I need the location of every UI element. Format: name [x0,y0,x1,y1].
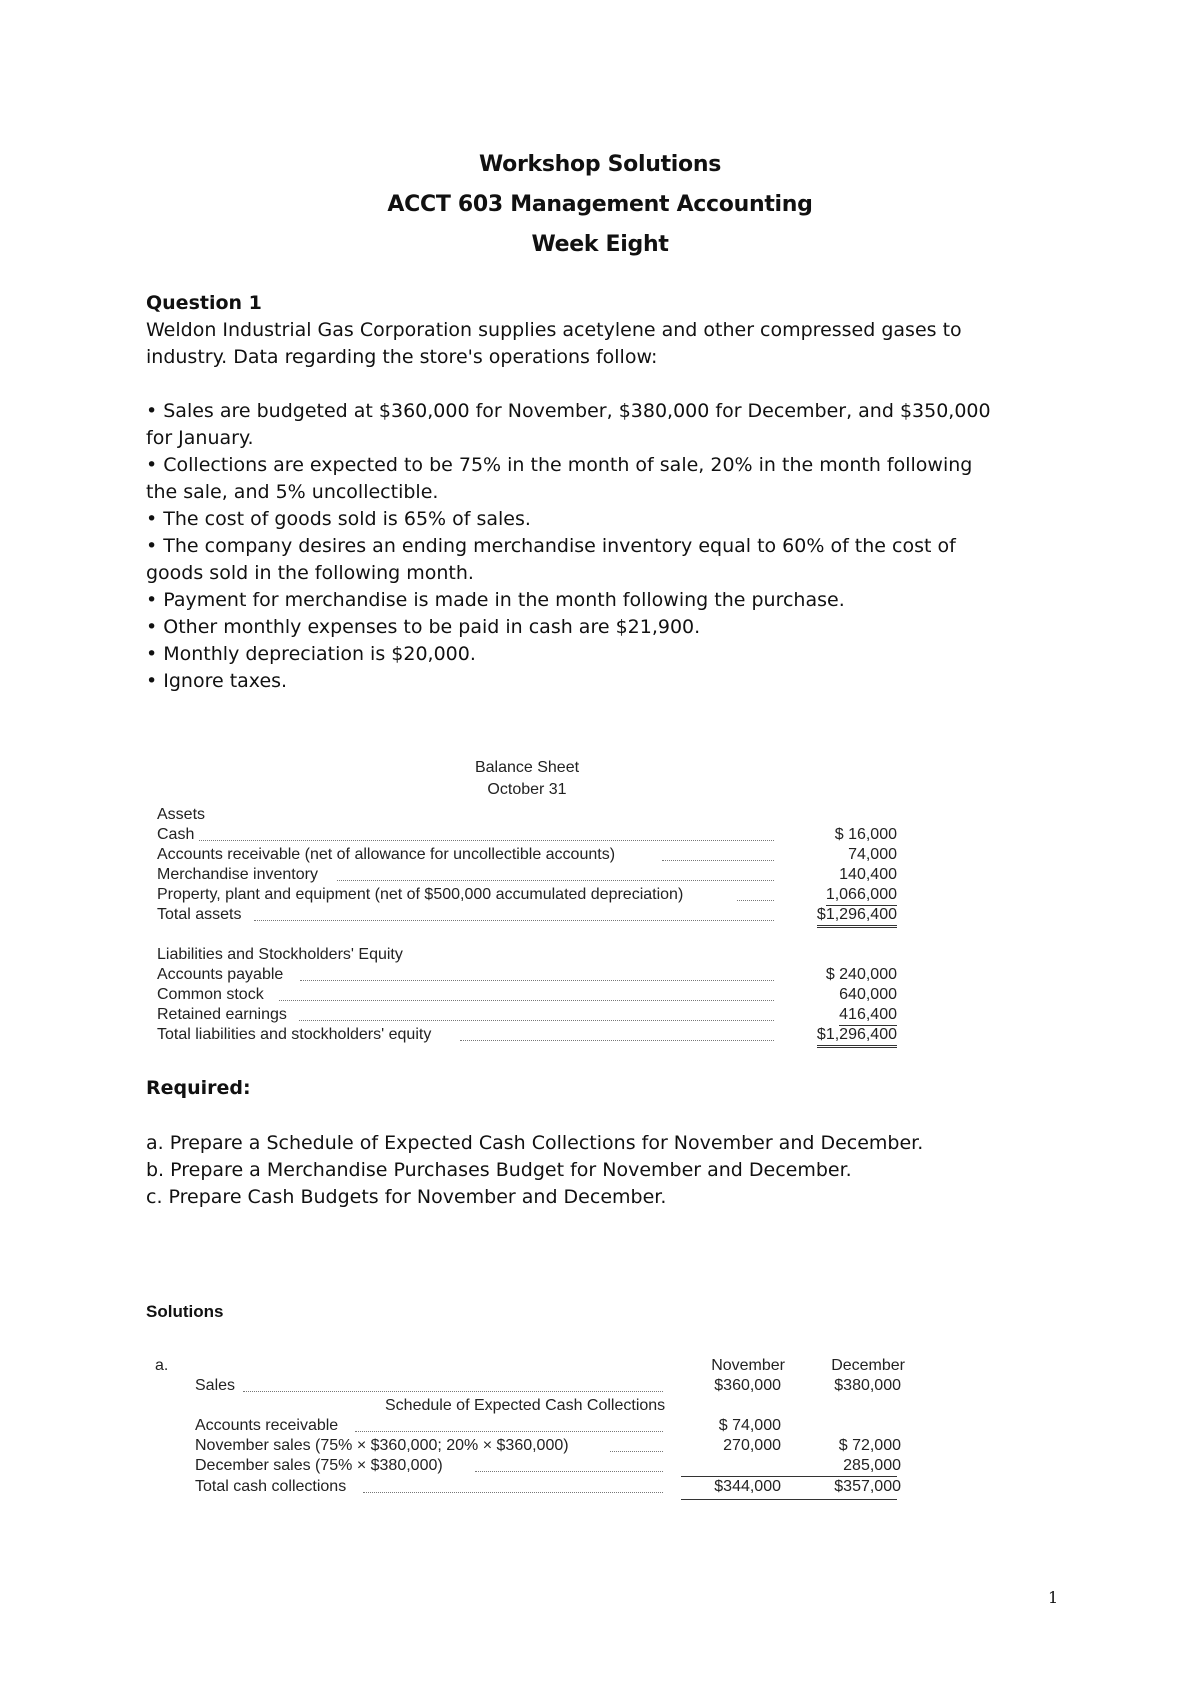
november-value: 270,000 [723,1437,781,1454]
sales-row [155,1376,901,1396]
row-label: Cash [157,826,195,843]
document-title: Workshop Solutions [478,152,722,177]
december-total: $357,000 [834,1478,901,1495]
bullet-line: the sale, and 5% uncollectible. [146,481,439,503]
assets-heading: Assets [157,806,206,823]
row-label: Sales [195,1377,236,1394]
part-label: a. [155,1357,169,1374]
required-section [146,1075,251,1102]
row-amount: $ 16,000 [834,826,897,843]
table-row [155,1436,901,1456]
row-label: Merchandise inventory [157,866,318,883]
leader-dots [300,965,774,981]
liabilities-heading: Liabilities and Stockholders' Equity [157,946,403,963]
table-row [155,1416,895,1436]
column-header-november: November [711,1357,785,1374]
table-row [157,965,897,985]
column-header-december: December [831,1357,905,1374]
bullet-line: for January. [146,427,254,449]
bullet-line: • Ignore taxes. [146,670,288,692]
required-list [146,1130,923,1211]
balance-sheet-date: October 31 [487,781,567,798]
row-label: Accounts receivable (net of allowance for uncollectible accounts) [157,846,616,863]
bullet-line: • The company desires an ending merchandise inventory equal to 60% of the cost of [146,535,956,557]
bullet-line: goods sold in the following month. [146,562,474,584]
december-value: $ 72,000 [838,1437,901,1454]
row-label: Accounts receivable [195,1417,339,1434]
row-label: Accounts payable [157,966,284,983]
row-label: November sales (75% × $360,000; 20% × $360,000) [195,1437,569,1454]
row-amount: 140,400 [839,866,897,883]
document-title-block [0,145,1200,265]
schedule-title-row [155,1396,895,1416]
row-label: Total cash collections [195,1478,347,1495]
row-amount: 1,066,000 [826,885,897,906]
question-intro: industry. Data regarding the store's operations follow: [146,346,658,368]
question-heading: Question 1 [146,292,262,314]
leader-dots [610,1436,663,1452]
leader-dots [254,905,774,921]
leader-dots [460,1025,774,1041]
row-label: Property, plant and equipment (net of $500,000 accumulated depreciation) [157,886,684,903]
row-label: Common stock [157,986,264,1003]
table-row [157,1025,897,1045]
required-item: c. Prepare Cash Budgets for November and December. [146,1186,667,1208]
row-amount: 74,000 [848,846,897,863]
schedule-title: Schedule of Expected Cash Collections [385,1397,666,1414]
required-heading: Required: [146,1077,251,1099]
leader-dots [199,825,774,841]
leader-dots [662,845,774,861]
leader-dots [243,1376,663,1392]
leader-dots [355,1416,663,1432]
course-title: ACCT 603 Management Accounting [387,192,813,217]
assets-heading-row [157,805,897,825]
leader-dots [279,985,774,1001]
row-amount: $ 240,000 [825,966,897,983]
leader-dots [475,1456,663,1472]
row-amount: $1,296,400 [817,905,897,928]
total-row [155,1477,901,1497]
leader-dots [363,1477,663,1493]
table-row [157,905,897,925]
row-amount: 640,000 [839,986,897,1003]
bullet-line: • The cost of goods sold is 65% of sales. [146,508,531,530]
bullet-line: • Sales are budgeted at $360,000 for November, $380,000 for December, and $350,000 [146,400,991,422]
row-amount: $1,296,400 [817,1025,897,1048]
november-value: $ 74,000 [718,1417,781,1434]
table-row [157,825,897,845]
balance-sheet-title: Balance Sheet [474,759,580,776]
november-total: $344,000 [714,1478,781,1495]
december-value: 285,000 [843,1457,901,1474]
total-rule [681,1499,897,1500]
leader-dots [337,865,774,881]
week-title: Week Eight [531,232,669,257]
required-item: a. Prepare a Schedule of Expected Cash Collections for November and December. [146,1132,924,1154]
sales-november: $360,000 [714,1377,781,1394]
table-row [157,885,897,905]
question-section [146,290,1066,695]
bullet-line: • Monthly depreciation is $20,000. [146,643,476,665]
header-row [155,1356,905,1376]
table-row [157,1005,897,1025]
table-row [155,1456,901,1476]
page-number: 1 [1048,1588,1059,1607]
row-label: Retained earnings [157,1006,287,1023]
row-label: December sales (75% × $380,000) [195,1457,443,1474]
solutions-heading: Solutions [146,1302,224,1321]
leader-dots [737,885,774,901]
row-amount: 416,400 [839,1005,897,1026]
table-row [157,845,897,865]
row-label: Total assets [157,906,242,923]
required-item: b. Prepare a Merchandise Purchases Budget for November and December. [146,1159,852,1181]
question-intro: Weldon Industrial Gas Corporation supplies acetylene and other compressed gases to [146,319,962,341]
row-label: Total liabilities and stockholders' equity [157,1026,432,1043]
leader-dots [299,1005,774,1021]
table-row [157,865,897,885]
bullet-line: • Other monthly expenses to be paid in cash are $21,900. [146,616,701,638]
sales-december: $380,000 [834,1377,901,1394]
bullet-list [146,398,1066,695]
bullet-line: • Payment for merchandise is made in the month following the purchase. [146,589,845,611]
bullet-line: • Collections are expected to be 75% in the month of sale, 20% in the month following [146,454,973,476]
table-row [157,985,897,1005]
liabilities-heading-row [157,945,897,965]
